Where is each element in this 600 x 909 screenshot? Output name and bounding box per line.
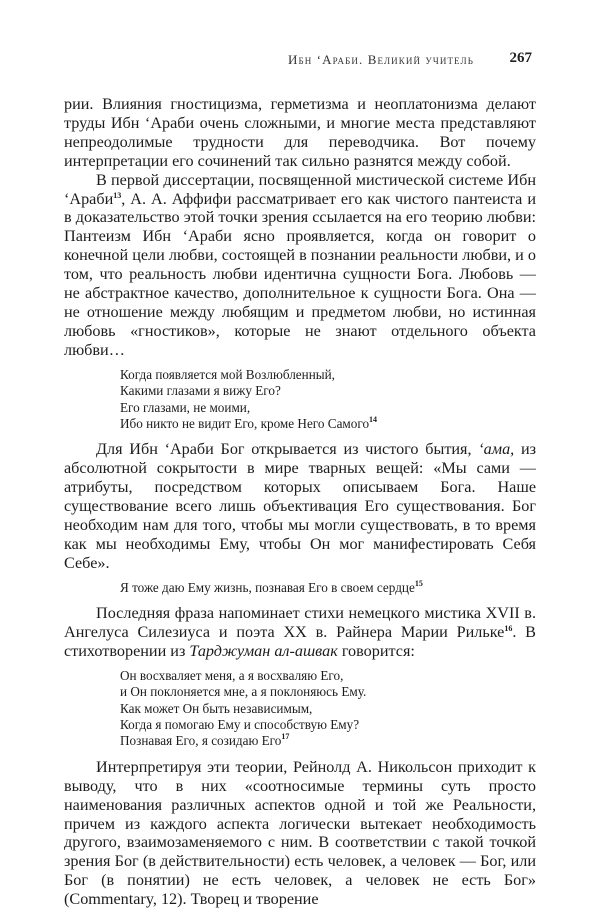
italic-book-title: Тарджуман ал-ашвак	[189, 641, 338, 660]
verse-quote	[120, 367, 536, 433]
running-header	[64, 50, 536, 72]
footnote-marker: 14	[369, 414, 378, 424]
paragraph-text: говорится:	[337, 641, 415, 660]
paragraph	[64, 440, 536, 572]
verse-line: Какими глазами я вижу Его?	[120, 383, 281, 399]
paragraph-text: Для Ибн ‘Араби Бог открывается из чистого бытия,	[96, 440, 479, 459]
verse-quote	[120, 580, 536, 596]
verse-line: Когда я помогаю Ему и способствую Ему?	[120, 717, 360, 732]
verse-line: Он восхваляет меня, а я восхваляю Его,	[120, 667, 344, 683]
verse-line-text: Я тоже даю Ему жизнь, познавая Его в своем сердце	[120, 579, 415, 595]
verse-line: Когда появляется мой Возлюбленный,	[120, 366, 335, 382]
paragraph: рии. Влияния гностицизма, герметизма и неоплатонизма делают труды Ибн ‘Араби очень сложными, и многие места представляют непреодолимые трудности для переводчика. Вот почему интерпретации его сочинений так сильно разнятся между собой.	[64, 95, 536, 170]
verse-line: Как может Он быть независимым,	[120, 700, 313, 716]
footnote-marker: 15	[414, 578, 423, 588]
verse-line-text: Познавая Его, я созидаю Его	[120, 733, 282, 749]
body-text	[64, 95, 536, 909]
running-title: Ибн ‘Араби. Великий учитель	[287, 52, 474, 67]
paragraph: Интерпретируя эти теории, Рейнолд А. Никольсон приходит к выводу, что в них «соотносимые термины суть просто наименования различных аспектов одной и той же Реальности, причем из каждого аспекта логически вытекает необходимость другого, взаимозаменяемого с ним. В соответствии с такой точкой зрения Бог (в действительности) есть человек, а человек — Бог, или Бог (в понятии) не есть человек, а человек не есть Бог» (Commentary, 12). Творец и творение	[64, 757, 536, 909]
paragraph-text: , А. А. Аффифи рассматривает его как чистого пантеиста и в доказательство этой точки зрения ссылается на его теорию любви: Пантеизм Ибн ‘Араби ясно проявляется, когда он говорит о конечной цели любви, состоящей в познании реальности любви, и о том, что реальность любви идентична сущности Бога. Любовь — не абстрактное качество, дополнительное к сущности Бога. Она — не отношение между любящим и предметом любви, но истинная любовь «гностиков», которые не знают отдельного объекта любви…	[64, 189, 536, 359]
paragraph	[64, 171, 536, 360]
verse-line: и Он поклоняется мне, а я поклоняюсь Ему.	[120, 684, 367, 700]
paragraph-text: . В стихотворении из	[64, 622, 536, 660]
paragraph-text: из абсолютной сокрытости в мире тварных вещей: «Мы сами — атрибуты, посредством которых описываем Бога. Наше существование всего лишь объективация Его существования. Бог необходим нам для того, чтобы мы могли существовать, в то время как мы необходимы Ему, чтобы Он мог манифестировать Себя Себе».	[64, 440, 536, 572]
footnote-marker: 16	[504, 623, 513, 633]
verse-line: Его глазами, не моими,	[120, 399, 251, 415]
verse-line	[120, 416, 536, 432]
paragraph-text: Последняя фраза напоминает стихи немецкого мистика XVII в. Ангелуса Силезиуса и поэта XX в. Райнера Марии Рильке	[64, 604, 536, 641]
verse-line	[120, 733, 536, 749]
paragraph-text: В первой диссертации, посвященной мистической системе Ибн ‘Араби	[64, 170, 536, 208]
footnote-marker: 13	[113, 190, 122, 200]
paragraph	[64, 604, 536, 661]
verse-line-text: Ибо никто не видит Его, кроме Него Самого	[120, 415, 370, 431]
italic-term: ‘ама,	[478, 440, 515, 459]
page-number: 267	[509, 50, 532, 66]
footnote-marker: 17	[281, 732, 290, 742]
verse-line	[120, 580, 536, 596]
verse-quote	[120, 668, 536, 750]
